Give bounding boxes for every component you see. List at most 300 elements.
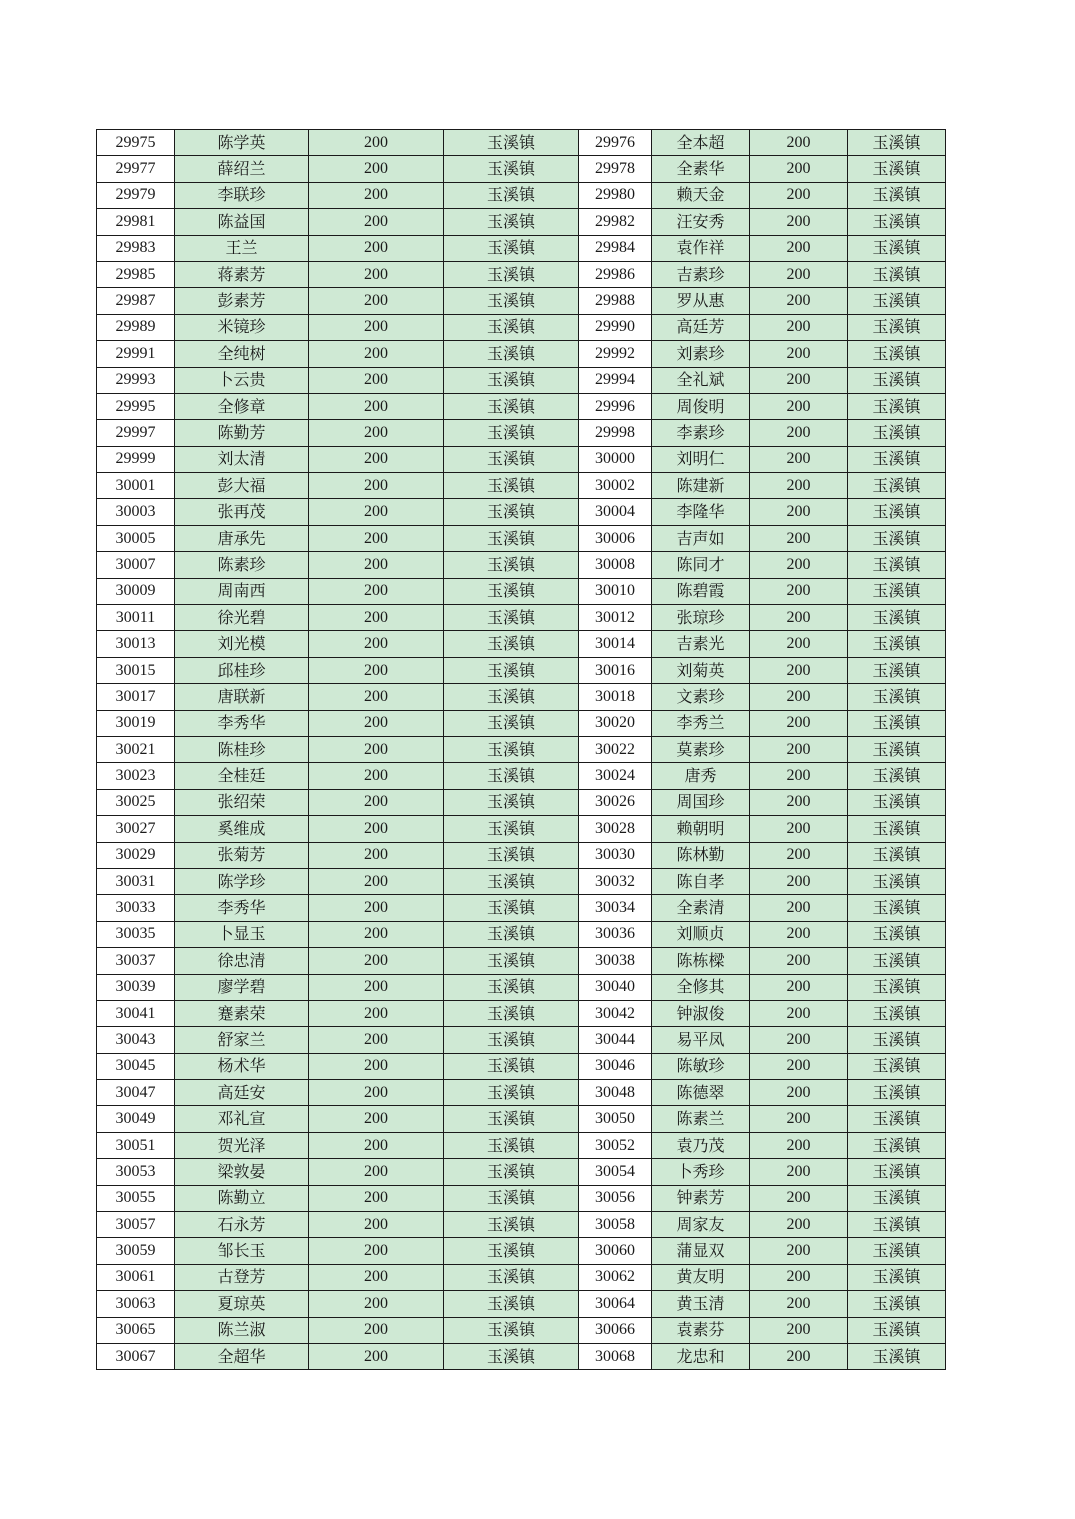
table-row — [97, 1185, 946, 1211]
town-cell-left: 玉溪镇 — [444, 209, 579, 235]
table-row — [97, 895, 946, 921]
id-cell-left: 30067 — [97, 1343, 175, 1369]
name-cell-left: 李联珍 — [175, 182, 309, 208]
id-cell-right: 30024 — [579, 763, 652, 789]
amount-cell-right: 200 — [750, 842, 848, 868]
name-cell-left: 邹长玉 — [175, 1238, 309, 1264]
table-row — [97, 1027, 946, 1053]
amount-cell-right: 200 — [750, 1027, 848, 1053]
amount-cell-left: 200 — [309, 789, 444, 815]
id-cell-right: 30008 — [579, 552, 652, 578]
name-cell-right: 高廷芳 — [652, 314, 750, 340]
name-cell-left: 古登芳 — [175, 1264, 309, 1290]
town-cell-left: 玉溪镇 — [444, 895, 579, 921]
name-cell-left: 徐忠清 — [175, 948, 309, 974]
town-cell-left: 玉溪镇 — [444, 1343, 579, 1369]
name-cell-right: 赖天金 — [652, 182, 750, 208]
name-cell-left: 陈勤芳 — [175, 420, 309, 446]
id-cell-left: 30051 — [97, 1132, 175, 1158]
amount-cell-left: 200 — [309, 605, 444, 631]
id-cell-left: 30023 — [97, 763, 175, 789]
town-cell-right: 玉溪镇 — [848, 921, 946, 947]
id-cell-left: 30057 — [97, 1212, 175, 1238]
id-cell-right: 30068 — [579, 1343, 652, 1369]
amount-cell-left: 200 — [309, 974, 444, 1000]
id-cell-right: 29980 — [579, 182, 652, 208]
table-row — [97, 288, 946, 314]
town-cell-left: 玉溪镇 — [444, 1238, 579, 1264]
town-cell-left: 玉溪镇 — [444, 261, 579, 287]
amount-cell-left: 200 — [309, 948, 444, 974]
town-cell-right: 玉溪镇 — [848, 156, 946, 182]
name-cell-right: 蒲显双 — [652, 1238, 750, 1264]
name-cell-left: 全修章 — [175, 393, 309, 419]
amount-cell-left: 200 — [309, 736, 444, 762]
town-cell-right: 玉溪镇 — [848, 1132, 946, 1158]
name-cell-right: 黄友明 — [652, 1264, 750, 1290]
town-cell-left: 玉溪镇 — [444, 1080, 579, 1106]
town-cell-right: 玉溪镇 — [848, 578, 946, 604]
town-cell-left: 玉溪镇 — [444, 948, 579, 974]
amount-cell-right: 200 — [750, 288, 848, 314]
name-cell-left: 蹇素荣 — [175, 1000, 309, 1026]
table-row — [97, 1000, 946, 1026]
id-cell-left: 30041 — [97, 1000, 175, 1026]
table-row — [97, 341, 946, 367]
amount-cell-right: 200 — [750, 446, 848, 472]
amount-cell-left: 200 — [309, 1053, 444, 1079]
amount-cell-right: 200 — [750, 1132, 848, 1158]
id-cell-left: 29977 — [97, 156, 175, 182]
amount-cell-left: 200 — [309, 393, 444, 419]
town-cell-right: 玉溪镇 — [848, 842, 946, 868]
amount-cell-left: 200 — [309, 1343, 444, 1369]
amount-cell-right: 200 — [750, 921, 848, 947]
table-row — [97, 367, 946, 393]
amount-cell-left: 200 — [309, 868, 444, 894]
town-cell-left: 玉溪镇 — [444, 1264, 579, 1290]
amount-cell-left: 200 — [309, 1238, 444, 1264]
town-cell-right: 玉溪镇 — [848, 763, 946, 789]
name-cell-right: 李秀兰 — [652, 710, 750, 736]
town-cell-right: 玉溪镇 — [848, 1159, 946, 1185]
name-cell-left: 全超华 — [175, 1343, 309, 1369]
name-cell-right: 陈栋樑 — [652, 948, 750, 974]
id-cell-left: 30035 — [97, 921, 175, 947]
id-cell-right: 30048 — [579, 1080, 652, 1106]
id-cell-left: 29993 — [97, 367, 175, 393]
amount-cell-right: 200 — [750, 631, 848, 657]
town-cell-left: 玉溪镇 — [444, 473, 579, 499]
town-cell-right: 玉溪镇 — [848, 605, 946, 631]
id-cell-left: 29981 — [97, 209, 175, 235]
town-cell-left: 玉溪镇 — [444, 684, 579, 710]
table-row — [97, 605, 946, 631]
id-cell-left: 30055 — [97, 1185, 175, 1211]
name-cell-right: 赖朝明 — [652, 816, 750, 842]
id-cell-right: 30012 — [579, 605, 652, 631]
town-cell-right: 玉溪镇 — [848, 1343, 946, 1369]
table-row — [97, 235, 946, 261]
table-row — [97, 816, 946, 842]
id-cell-left: 30021 — [97, 736, 175, 762]
table-row — [97, 1106, 946, 1132]
id-cell-left: 29989 — [97, 314, 175, 340]
amount-cell-left: 200 — [309, 552, 444, 578]
amount-cell-left: 200 — [309, 631, 444, 657]
amount-cell-left: 200 — [309, 1132, 444, 1158]
id-cell-right: 30028 — [579, 816, 652, 842]
id-cell-left: 30013 — [97, 631, 175, 657]
town-cell-right: 玉溪镇 — [848, 1080, 946, 1106]
name-cell-left: 杨术华 — [175, 1053, 309, 1079]
id-cell-left: 29979 — [97, 182, 175, 208]
amount-cell-right: 200 — [750, 763, 848, 789]
amount-cell-right: 200 — [750, 393, 848, 419]
amount-cell-right: 200 — [750, 525, 848, 551]
id-cell-right: 30038 — [579, 948, 652, 974]
town-cell-right: 玉溪镇 — [848, 948, 946, 974]
table-row — [97, 499, 946, 525]
name-cell-right: 陈同才 — [652, 552, 750, 578]
amount-cell-left: 200 — [309, 1185, 444, 1211]
town-cell-right: 玉溪镇 — [848, 1264, 946, 1290]
name-cell-left: 张菊芳 — [175, 842, 309, 868]
table-row — [97, 1080, 946, 1106]
id-cell-right: 29976 — [579, 130, 652, 156]
table-row — [97, 1159, 946, 1185]
table-row — [97, 974, 946, 1000]
id-cell-right: 30002 — [579, 473, 652, 499]
amount-cell-right: 200 — [750, 868, 848, 894]
id-cell-left: 30043 — [97, 1027, 175, 1053]
name-cell-left: 廖学碧 — [175, 974, 309, 1000]
amount-cell-left: 200 — [309, 816, 444, 842]
id-cell-right: 30044 — [579, 1027, 652, 1053]
table-row — [97, 763, 946, 789]
name-cell-right: 袁素芬 — [652, 1317, 750, 1343]
name-cell-right: 刘顺贞 — [652, 921, 750, 947]
amount-cell-left: 200 — [309, 182, 444, 208]
id-cell-right: 30010 — [579, 578, 652, 604]
table-row — [97, 1264, 946, 1290]
name-cell-right: 周家友 — [652, 1212, 750, 1238]
id-cell-right: 29978 — [579, 156, 652, 182]
id-cell-left: 30017 — [97, 684, 175, 710]
amount-cell-right: 200 — [750, 209, 848, 235]
table-row — [97, 1212, 946, 1238]
name-cell-right: 陈碧霞 — [652, 578, 750, 604]
amount-cell-right: 200 — [750, 710, 848, 736]
amount-cell-left: 200 — [309, 1212, 444, 1238]
name-cell-right: 全本超 — [652, 130, 750, 156]
amount-cell-left: 200 — [309, 288, 444, 314]
amount-cell-right: 200 — [750, 605, 848, 631]
amount-cell-left: 200 — [309, 314, 444, 340]
amount-cell-right: 200 — [750, 948, 848, 974]
table-row — [97, 710, 946, 736]
name-cell-left: 唐承先 — [175, 525, 309, 551]
amount-cell-right: 200 — [750, 235, 848, 261]
table-row — [97, 1317, 946, 1343]
table-row — [97, 261, 946, 287]
name-cell-right: 刘菊英 — [652, 657, 750, 683]
town-cell-left: 玉溪镇 — [444, 763, 579, 789]
id-cell-left: 29997 — [97, 420, 175, 446]
name-cell-right: 全素清 — [652, 895, 750, 921]
name-cell-right: 黄玉清 — [652, 1291, 750, 1317]
table-row — [97, 736, 946, 762]
name-cell-left: 李秀华 — [175, 895, 309, 921]
amount-cell-right: 200 — [750, 1264, 848, 1290]
id-cell-left: 29999 — [97, 446, 175, 472]
name-cell-left: 王兰 — [175, 235, 309, 261]
name-cell-left: 徐光碧 — [175, 605, 309, 631]
id-cell-right: 30050 — [579, 1106, 652, 1132]
town-cell-right: 玉溪镇 — [848, 420, 946, 446]
id-cell-right: 29996 — [579, 393, 652, 419]
id-cell-left: 30049 — [97, 1106, 175, 1132]
name-cell-left: 张再茂 — [175, 499, 309, 525]
name-cell-right: 陈敏珍 — [652, 1053, 750, 1079]
table-row — [97, 1132, 946, 1158]
town-cell-left: 玉溪镇 — [444, 367, 579, 393]
amount-cell-left: 200 — [309, 921, 444, 947]
town-cell-left: 玉溪镇 — [444, 1053, 579, 1079]
amount-cell-right: 200 — [750, 261, 848, 287]
amount-cell-left: 200 — [309, 209, 444, 235]
id-cell-right: 29994 — [579, 367, 652, 393]
id-cell-left: 29985 — [97, 261, 175, 287]
name-cell-left: 陈学英 — [175, 130, 309, 156]
name-cell-right: 卜秀珍 — [652, 1159, 750, 1185]
name-cell-right: 陈德翠 — [652, 1080, 750, 1106]
name-cell-right: 文素珍 — [652, 684, 750, 710]
amount-cell-right: 200 — [750, 1000, 848, 1026]
table-row — [97, 684, 946, 710]
table-row — [97, 209, 946, 235]
amount-cell-left: 200 — [309, 1159, 444, 1185]
town-cell-left: 玉溪镇 — [444, 1000, 579, 1026]
id-cell-right: 30060 — [579, 1238, 652, 1264]
id-cell-left: 30027 — [97, 816, 175, 842]
name-cell-left: 唐联新 — [175, 684, 309, 710]
amount-cell-right: 200 — [750, 1053, 848, 1079]
town-cell-left: 玉溪镇 — [444, 921, 579, 947]
town-cell-left: 玉溪镇 — [444, 1132, 579, 1158]
name-cell-left: 陈学珍 — [175, 868, 309, 894]
id-cell-right: 30058 — [579, 1212, 652, 1238]
amount-cell-right: 200 — [750, 1317, 848, 1343]
amount-cell-left: 200 — [309, 1264, 444, 1290]
amount-cell-right: 200 — [750, 1212, 848, 1238]
table-row — [97, 657, 946, 683]
amount-cell-left: 200 — [309, 1291, 444, 1317]
town-cell-right: 玉溪镇 — [848, 473, 946, 499]
name-cell-right: 刘明仁 — [652, 446, 750, 472]
amount-cell-right: 200 — [750, 578, 848, 604]
amount-cell-right: 200 — [750, 341, 848, 367]
amount-cell-right: 200 — [750, 420, 848, 446]
table-row — [97, 420, 946, 446]
id-cell-left: 30015 — [97, 657, 175, 683]
town-cell-left: 玉溪镇 — [444, 235, 579, 261]
name-cell-right: 唐秀 — [652, 763, 750, 789]
town-cell-right: 玉溪镇 — [848, 525, 946, 551]
name-cell-right: 刘素珍 — [652, 341, 750, 367]
name-cell-right: 周国珍 — [652, 789, 750, 815]
amount-cell-left: 200 — [309, 1000, 444, 1026]
name-cell-left: 米镜珍 — [175, 314, 309, 340]
name-cell-right: 全修其 — [652, 974, 750, 1000]
name-cell-left: 舒家兰 — [175, 1027, 309, 1053]
town-cell-right: 玉溪镇 — [848, 209, 946, 235]
id-cell-right: 29990 — [579, 314, 652, 340]
id-cell-right: 30040 — [579, 974, 652, 1000]
town-cell-right: 玉溪镇 — [848, 393, 946, 419]
amount-cell-left: 200 — [309, 1317, 444, 1343]
town-cell-left: 玉溪镇 — [444, 1291, 579, 1317]
id-cell-left: 30029 — [97, 842, 175, 868]
town-cell-right: 玉溪镇 — [848, 684, 946, 710]
name-cell-left: 陈素珍 — [175, 552, 309, 578]
town-cell-left: 玉溪镇 — [444, 1027, 579, 1053]
amount-cell-right: 200 — [750, 130, 848, 156]
table-row — [97, 156, 946, 182]
name-cell-left: 卜显玉 — [175, 921, 309, 947]
town-cell-right: 玉溪镇 — [848, 235, 946, 261]
id-cell-right: 30042 — [579, 1000, 652, 1026]
name-cell-right: 钟素芳 — [652, 1185, 750, 1211]
amount-cell-right: 200 — [750, 156, 848, 182]
id-cell-left: 30045 — [97, 1053, 175, 1079]
town-cell-left: 玉溪镇 — [444, 789, 579, 815]
id-cell-right: 30030 — [579, 842, 652, 868]
id-cell-right: 29992 — [579, 341, 652, 367]
name-cell-left: 薛绍兰 — [175, 156, 309, 182]
id-cell-left: 29983 — [97, 235, 175, 261]
town-cell-right: 玉溪镇 — [848, 710, 946, 736]
amount-cell-right: 200 — [750, 816, 848, 842]
id-cell-left: 29991 — [97, 341, 175, 367]
town-cell-right: 玉溪镇 — [848, 1027, 946, 1053]
town-cell-left: 玉溪镇 — [444, 314, 579, 340]
id-cell-right: 30036 — [579, 921, 652, 947]
table-row — [97, 1053, 946, 1079]
town-cell-right: 玉溪镇 — [848, 868, 946, 894]
name-cell-right: 周俊明 — [652, 393, 750, 419]
town-cell-left: 玉溪镇 — [444, 736, 579, 762]
amount-cell-right: 200 — [750, 499, 848, 525]
amount-cell-right: 200 — [750, 1291, 848, 1317]
town-cell-left: 玉溪镇 — [444, 156, 579, 182]
name-cell-right: 易平凤 — [652, 1027, 750, 1053]
amount-cell-left: 200 — [309, 235, 444, 261]
town-cell-right: 玉溪镇 — [848, 367, 946, 393]
town-cell-left: 玉溪镇 — [444, 499, 579, 525]
name-cell-left: 陈桂珍 — [175, 736, 309, 762]
town-cell-left: 玉溪镇 — [444, 552, 579, 578]
table-body — [97, 130, 946, 1370]
town-cell-left: 玉溪镇 — [444, 182, 579, 208]
id-cell-right: 30066 — [579, 1317, 652, 1343]
amount-cell-right: 200 — [750, 552, 848, 578]
id-cell-left: 30047 — [97, 1080, 175, 1106]
town-cell-left: 玉溪镇 — [444, 1185, 579, 1211]
id-cell-right: 30022 — [579, 736, 652, 762]
id-cell-right: 30020 — [579, 710, 652, 736]
id-cell-right: 30052 — [579, 1132, 652, 1158]
town-cell-left: 玉溪镇 — [444, 816, 579, 842]
amount-cell-right: 200 — [750, 1080, 848, 1106]
amount-cell-left: 200 — [309, 130, 444, 156]
id-cell-right: 30056 — [579, 1185, 652, 1211]
name-cell-left: 奚维成 — [175, 816, 309, 842]
name-cell-left: 全桂廷 — [175, 763, 309, 789]
amount-cell-left: 200 — [309, 1027, 444, 1053]
id-cell-right: 30062 — [579, 1264, 652, 1290]
table-row — [97, 921, 946, 947]
id-cell-left: 30009 — [97, 578, 175, 604]
town-cell-right: 玉溪镇 — [848, 1053, 946, 1079]
id-cell-left: 30007 — [97, 552, 175, 578]
amount-cell-left: 200 — [309, 156, 444, 182]
amount-cell-left: 200 — [309, 1106, 444, 1132]
amount-cell-left: 200 — [309, 763, 444, 789]
id-cell-right: 30054 — [579, 1159, 652, 1185]
amount-cell-left: 200 — [309, 420, 444, 446]
name-cell-right: 陈建新 — [652, 473, 750, 499]
town-cell-left: 玉溪镇 — [444, 525, 579, 551]
town-cell-right: 玉溪镇 — [848, 816, 946, 842]
town-cell-right: 玉溪镇 — [848, 314, 946, 340]
table-row — [97, 842, 946, 868]
id-cell-right: 30046 — [579, 1053, 652, 1079]
town-cell-left: 玉溪镇 — [444, 446, 579, 472]
id-cell-left: 29987 — [97, 288, 175, 314]
amount-cell-left: 200 — [309, 367, 444, 393]
id-cell-left: 30065 — [97, 1317, 175, 1343]
name-cell-right: 莫素珍 — [652, 736, 750, 762]
amount-cell-right: 200 — [750, 974, 848, 1000]
name-cell-left: 刘光模 — [175, 631, 309, 657]
name-cell-left: 张绍荣 — [175, 789, 309, 815]
town-cell-right: 玉溪镇 — [848, 895, 946, 921]
name-cell-left: 周南西 — [175, 578, 309, 604]
table-row — [97, 631, 946, 657]
id-cell-right: 29984 — [579, 235, 652, 261]
name-cell-right: 吉声如 — [652, 525, 750, 551]
town-cell-right: 玉溪镇 — [848, 657, 946, 683]
town-cell-left: 玉溪镇 — [444, 1106, 579, 1132]
town-cell-right: 玉溪镇 — [848, 789, 946, 815]
name-cell-right: 罗从惠 — [652, 288, 750, 314]
table-row — [97, 1238, 946, 1264]
id-cell-right: 30004 — [579, 499, 652, 525]
id-cell-right: 30016 — [579, 657, 652, 683]
id-cell-left: 30011 — [97, 605, 175, 631]
id-cell-right: 30026 — [579, 789, 652, 815]
name-cell-left: 陈兰淑 — [175, 1317, 309, 1343]
name-cell-left: 邱桂珍 — [175, 657, 309, 683]
town-cell-right: 玉溪镇 — [848, 1317, 946, 1343]
name-cell-right: 全素华 — [652, 156, 750, 182]
town-cell-left: 玉溪镇 — [444, 842, 579, 868]
amount-cell-left: 200 — [309, 261, 444, 287]
amount-cell-left: 200 — [309, 1080, 444, 1106]
town-cell-left: 玉溪镇 — [444, 974, 579, 1000]
town-cell-right: 玉溪镇 — [848, 1291, 946, 1317]
